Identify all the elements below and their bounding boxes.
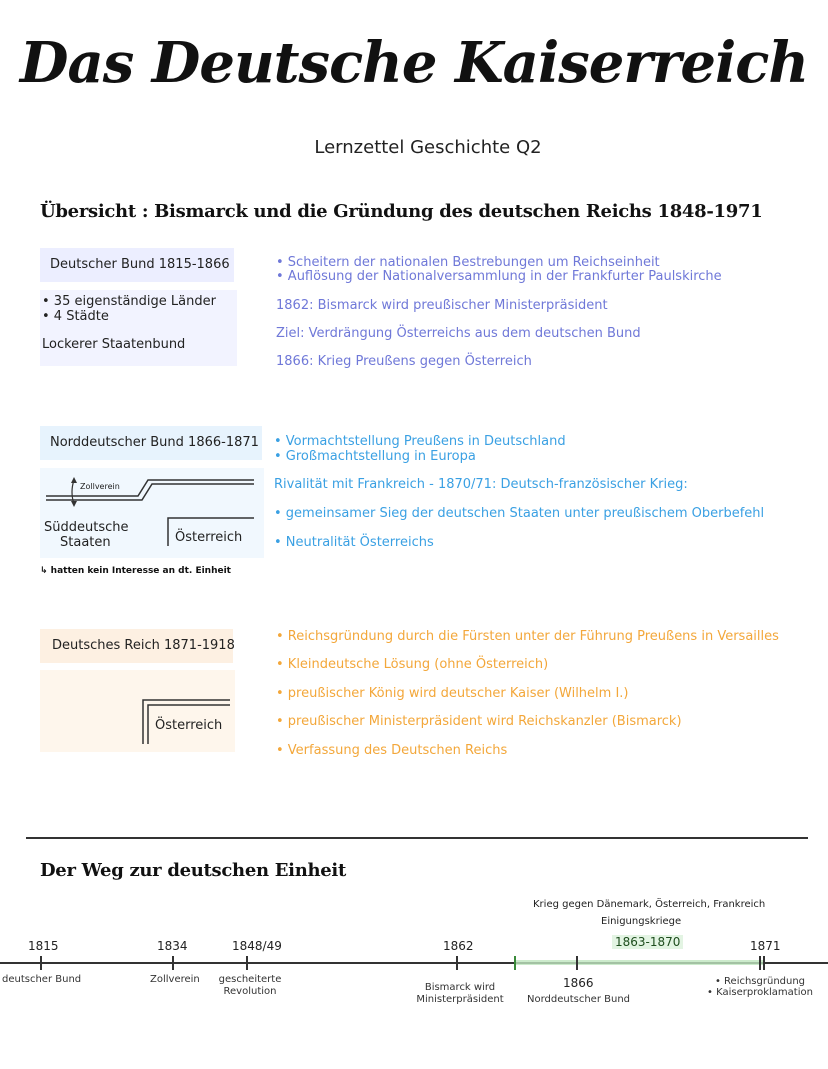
desc-1848-line2: Revolution — [223, 986, 277, 997]
desc-1862-line2: Ministerpräsident — [416, 994, 504, 1005]
tick-1862 — [456, 956, 458, 970]
timeline-heading: Der Weg zur deutschen Einheit — [40, 860, 346, 881]
tick-1848 — [246, 956, 248, 970]
tick-1866 — [576, 956, 578, 970]
norddeutscher-bund-label-box — [40, 426, 262, 460]
tick-1815 — [40, 956, 42, 970]
nb-point-4: • gemeinsamer Sieg der deutschen Staaten unter preußischem Oberbefehl — [274, 506, 765, 521]
nb-point-5: • Neutralität Österreichs — [274, 535, 434, 550]
desc-1866: Norddeutscher Bund — [527, 994, 631, 1005]
nb-point-1: • Vormachtstellung Preußens in Deutschland — [274, 434, 566, 449]
dr-point-3: • preußischer König wird deutscher Kaiser (Wilhelm I.) — [276, 686, 629, 701]
nb-point-3: Rivalität mit Frankreich - 1870/71: Deutsch-französischer Krieg: — [274, 477, 688, 492]
reich-border-diagram — [40, 670, 235, 752]
dr-point-5: • Verfassung des Deutschen Reichs — [276, 743, 508, 758]
dr-point-4: • preußischer Ministerpräsident wird Reichskanzler (Bismarck) — [276, 714, 682, 729]
desc-1871-line2: • Kaiserproklamation — [707, 987, 813, 998]
zollverein-text: Zollverein — [80, 482, 120, 491]
war-span — [515, 960, 763, 965]
desc-1815: deutscher Bund — [2, 974, 82, 985]
overview-heading: Übersicht : Bismarck und die Gründung des deutschen Reichs 1848-1971 — [40, 201, 763, 222]
dr-point-1: • Reichsgründung durch die Fürsten unter der Führung Preußens in Versailles — [276, 629, 779, 644]
tick-1871-a — [759, 956, 761, 970]
section-divider — [26, 837, 808, 839]
reich-oesterreich-text: Österreich — [155, 718, 223, 733]
norddeutscher-bund-diagram — [40, 468, 264, 558]
tick-1871-b — [763, 956, 765, 970]
war-range: 1863-1870 — [612, 935, 683, 949]
oesterreich-text: Österreich — [175, 530, 243, 545]
tick-1834 — [172, 956, 174, 970]
year-1815: 1815 — [28, 939, 59, 953]
nb-point-2: • Großmachtstellung in Europa — [274, 449, 476, 464]
year-1866: 1866 — [563, 976, 594, 990]
desc-1848-line1: gescheiterte — [218, 974, 282, 985]
fact-laender: • 35 eigenständige Länder — [42, 294, 216, 309]
year-1848: 1848/49 — [232, 939, 282, 953]
desc-1871-line1: • Reichsgründung — [714, 976, 806, 987]
year-1834: 1834 — [157, 939, 188, 953]
year-1871: 1871 — [750, 939, 781, 953]
db-point-4: Ziel: Verdrängung Österreichs aus dem deutschen Bund — [276, 326, 641, 341]
war-label: Krieg gegen Dänemark, Österreich, Frankreich — [533, 899, 766, 910]
deutsches-reich-label: Deutsches Reich 1871-1918 — [52, 638, 235, 653]
db-point-2: • Auflösung der Nationalversammlung in der Frankfurter Paulskirche — [276, 269, 722, 284]
fact-staedte: • 4 Städte — [42, 309, 109, 324]
deutscher-bund-label: Deutscher Bund 1815-1866 — [50, 257, 230, 272]
war-start-tick — [514, 956, 516, 970]
norddeutscher-bund-label: Norddeutscher Bund 1866-1871 — [50, 435, 259, 450]
handwritten-note: ↳ hatten kein Interesse an dt. Einheit — [40, 566, 231, 576]
sueddeutsche-text: Süddeutsche — [44, 520, 129, 535]
deutsches-reich-diagram — [40, 670, 235, 752]
deutsches-reich-label-box — [40, 629, 233, 663]
page-subtitle: Lernzettel Geschichte Q2 — [314, 137, 542, 158]
staaten-text: Staaten — [60, 535, 111, 550]
year-1862: 1862 — [443, 939, 474, 953]
deutscher-bund-label-box — [40, 248, 234, 282]
dr-point-2: • Kleindeutsche Lösung (ohne Österreich) — [276, 657, 549, 672]
db-point-5: 1866: Krieg Preußens gegen Österreich — [276, 354, 532, 369]
desc-1834: Zollverein — [150, 974, 200, 985]
deutscher-bund-facts-box — [40, 290, 237, 366]
war-name: Einigungskriege — [601, 916, 682, 927]
db-point-3: 1862: Bismarck wird preußischer Ministerpräsident — [276, 298, 608, 313]
desc-1862-line1: Bismarck wird — [424, 982, 496, 993]
bund-type: Lockerer Staatenbund — [42, 337, 186, 352]
db-point-1: • Scheitern der nationalen Bestrebungen um Reichseinheit — [276, 255, 660, 270]
page-title: Das Deutsche Kaiserreich — [19, 30, 809, 96]
